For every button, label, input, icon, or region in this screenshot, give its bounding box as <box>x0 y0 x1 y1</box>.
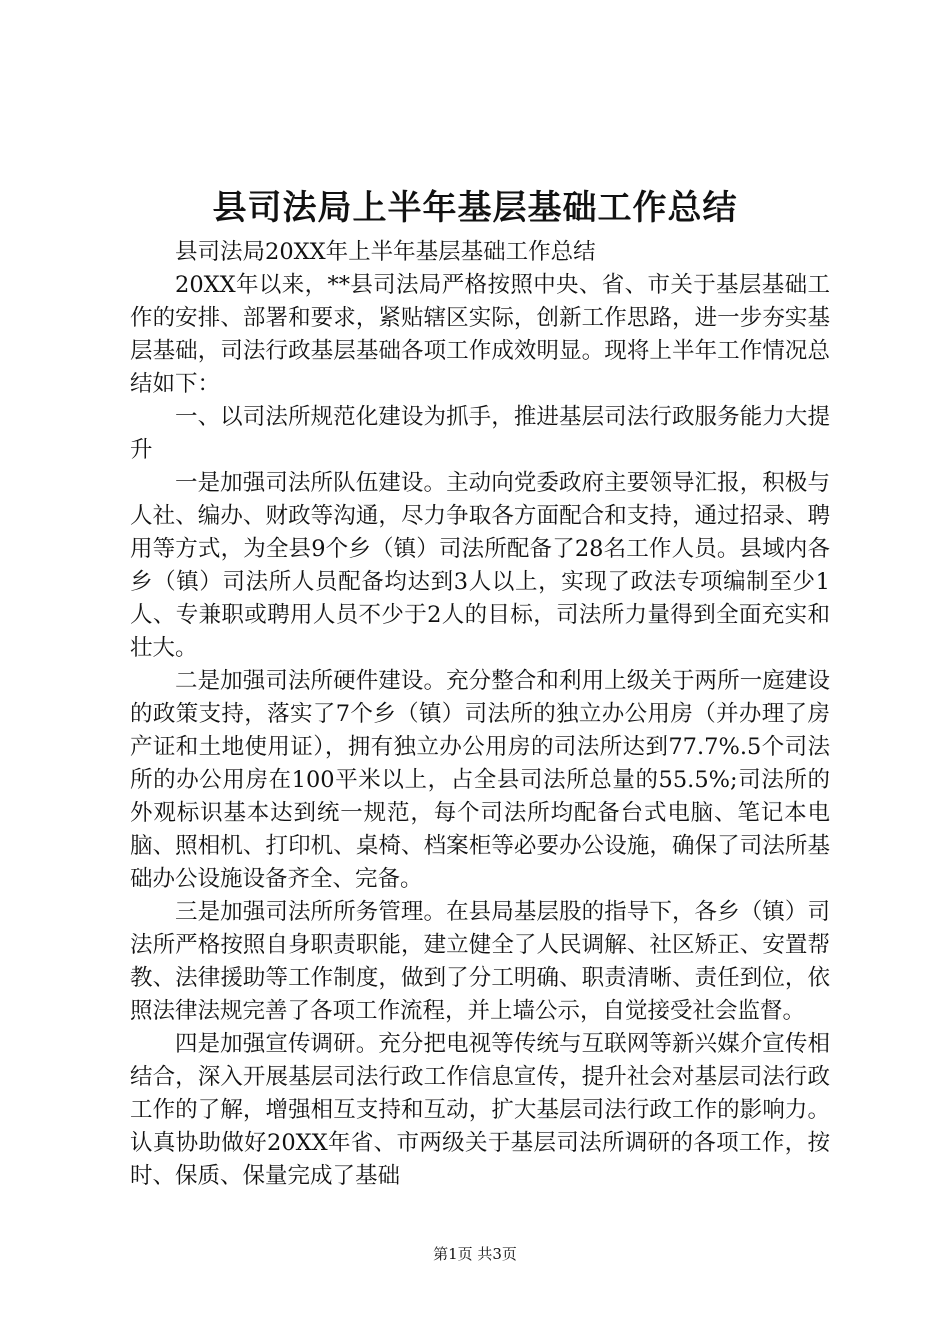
section-heading-1: 一、以司法所规范化建设为抓手，推进基层司法行政服务能力大提升 <box>130 404 830 463</box>
document-body <box>130 236 830 1193</box>
paragraph-office-management: 三是加强司法所所务管理。在县局基层股的指导下，各乡（镇）司法所严格按照自身职责职能，建立健全了人民调解、社区矫正、安置帮教、法律援助等工作制度，做到了分工明确、职责清晰、责任到位，依照法律法规完善了各项工作流程，并上墙公示，自觉接受社会监督。 <box>130 899 830 1024</box>
paragraph-team-building: 一是加强司法所队伍建设。主动向党委政府主要领导汇报，积极与人社、编办、财政等沟通，尽力争取各方面配合和支持，通过招录、聘用等方式，为全县9个乡（镇）司法所配备了28名工作人员。县域内各乡（镇）司法所人员配备均达到3人以上，实现了政法专项编制至少1人、专兼职或聘用人员不少于2人的目标，司法所力量得到全面充实和壮大。 <box>130 470 830 661</box>
paragraph-publicity-research: 四是加强宣传调研。充分把电视等传统与互联网等新兴媒介宣传相结合，深入开展基层司法行政工作信息宣传，提升社会对基层司法行政工作的了解，增强相互支持和互动，扩大基层司法行政工作的影响力。认真协助做好20XX年省、市两级关于基层司法所调研的各项工作，按时、保质、保量完成了基础 <box>130 1031 830 1189</box>
page-number-footer: 第1页 共3页 <box>433 1245 517 1263</box>
paragraph-intro: 20XX年以来，**县司法局严格按照中央、省、市关于基层基础工作的安排、部署和要求，紧贴辖区实际，创新工作思路，进一步夯实基层基础，司法行政基层基础各项工作成效明显。现将上半年工作情况总结如下： <box>130 272 830 397</box>
document-title: 县司法局上半年基层基础工作总结 <box>212 188 738 228</box>
paragraph-hardware-building: 二是加强司法所硬件建设。充分整合和利用上级关于两所一庭建设的政策支持，落实了7个乡（镇）司法所的独立办公用房（并办理了房产证和土地使用证），拥有独立办公用房的司法所达到77.7%.5个司法所的办公用房在100平米以上，占全县司法所总量的55.5%;司法所的外观标识基本达到统一规范，每个司法所均配备台式电脑、笔记本电脑、照相机、打印机、桌椅、档案柜等必要办公设施，确保了司法所基础办公设施设备齐全、完备。 <box>130 668 830 892</box>
paragraph-subtitle: 县司法局20XX年上半年基层基础工作总结 <box>175 239 596 265</box>
